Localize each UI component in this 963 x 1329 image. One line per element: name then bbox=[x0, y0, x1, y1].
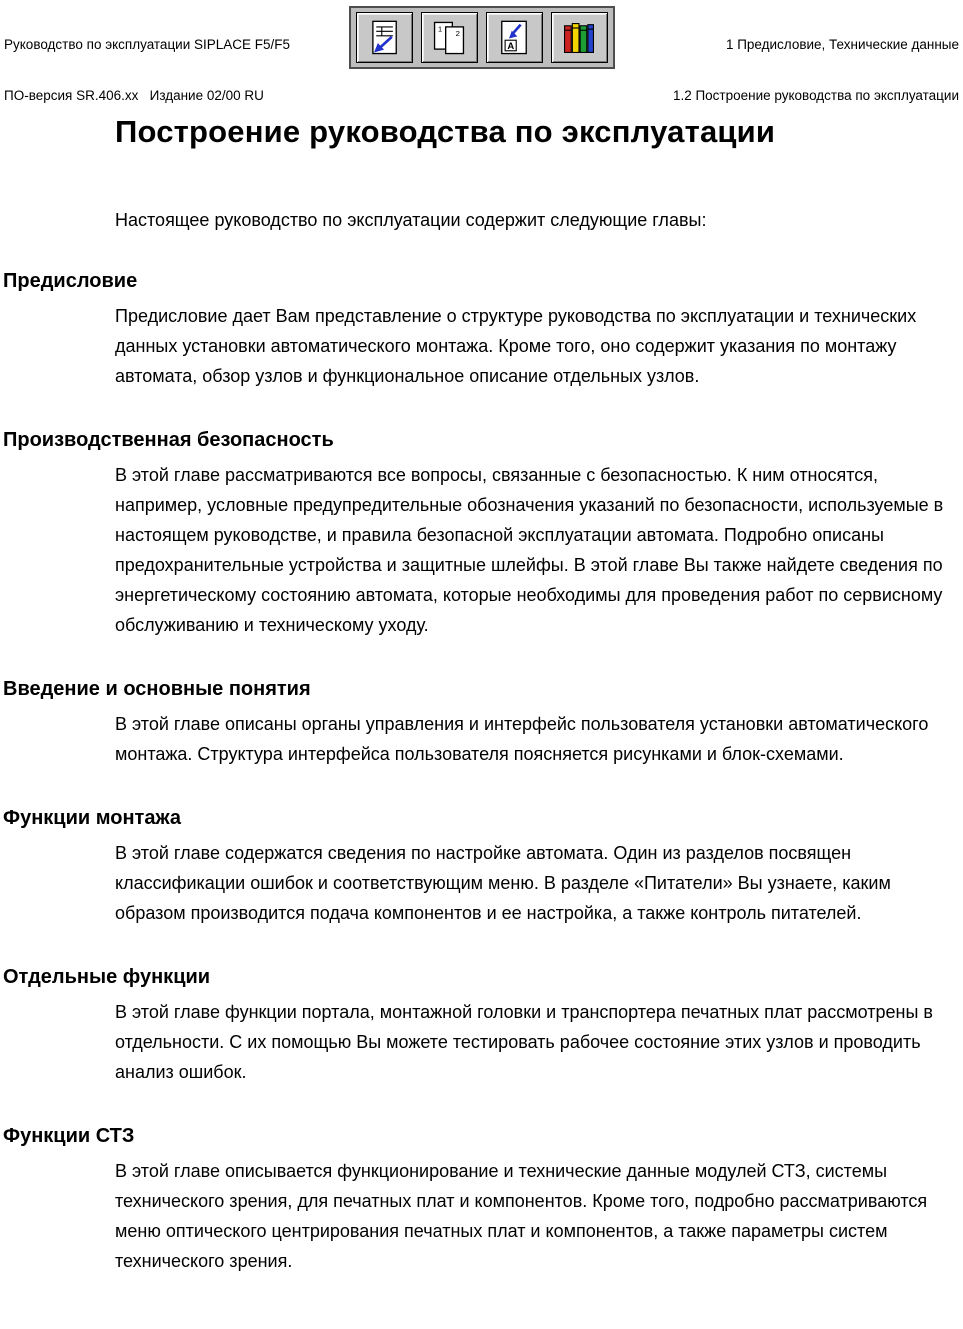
page-title: Построение руководства по эксплуатации bbox=[115, 114, 776, 149]
books-icon bbox=[559, 18, 599, 58]
header-doc-version: ПО-версия SR.406.xx Издание 02/00 RU bbox=[4, 88, 264, 103]
section-paragraph: В этой главе содержатся сведения по настройке автомата. Один из разделов посвящен классификации ошибок и соответствующим меню. В разделе «Питатели» Вы узнаете, каким образом производится подача компонентов и ее настройка, а также контроль питателей. bbox=[115, 843, 891, 923]
section-vision-functions bbox=[0, 1125, 963, 1276]
section-preface bbox=[0, 270, 963, 391]
svg-text:A: A bbox=[507, 40, 515, 52]
section-heading: Отдельные функции bbox=[3, 966, 211, 988]
section-introduction bbox=[0, 678, 963, 769]
section-paragraph: В этой главе описаны органы управления и интерфейс пользователя установки автоматического монтажа. Структура интерфейса пользователя поясняется рисунками и блок-схемами. bbox=[115, 714, 929, 764]
index-a-page-icon bbox=[494, 18, 534, 58]
section-heading: Производственная безопасность bbox=[3, 429, 334, 451]
contents-button[interactable] bbox=[356, 12, 413, 63]
section-individual-functions bbox=[0, 966, 963, 1087]
header-doc-title: Руководство по эксплуатации SIPLACE F5/F5 bbox=[4, 37, 291, 52]
section-paragraph: Предисловие дает Вам представление о структуре руководства по эксплуатации и технических данных установки автоматического монтажа. Кроме того, оно содержит указания по монтажу автомата, обзор узлов и функциональное описание отдельных узлов. bbox=[115, 306, 917, 386]
library-button[interactable] bbox=[551, 12, 608, 63]
svg-text:2: 2 bbox=[455, 28, 460, 38]
section-safety bbox=[0, 429, 963, 640]
section-paragraph: В этой главе описывается функционирование и технические данные модулей СТЗ, системы технического зрения, для печатных плат и компонентов. Кроме того, подробно рассматриваются меню оптического центрирования печатных плат и компонентов, а также параметры систем технического зрения. bbox=[115, 1161, 928, 1271]
index-button[interactable] bbox=[486, 12, 543, 63]
section-heading: Функции монтажа bbox=[3, 807, 182, 829]
header-chapter-title: 1 Предисловие, Технические данные bbox=[725, 37, 959, 52]
contents-page-icon bbox=[364, 18, 404, 58]
section-paragraph: В этой главе рассматриваются все вопросы, связанные с безопасностью. К ним относятся, например, условные предупредительные обозначения указаний по безопасности, используемые в настоящем руководстве, и правила безопасной эксплуатации автомата. Подробно описаны предохранительные устройства и защитные шлейфы. В этой главе Вы также найдете сведения по энергетическому состоянию автомата, которые необходимы для проведения работ по сервисному обслуживанию и техническому уходу. bbox=[115, 465, 944, 635]
section-heading: Предисловие bbox=[3, 270, 138, 292]
section-heading: Функции СТЗ bbox=[3, 1125, 135, 1147]
chapter-overview-button[interactable] bbox=[421, 12, 478, 63]
document-content bbox=[0, 70, 963, 1276]
nav-toolbar bbox=[349, 6, 615, 69]
pages-icon bbox=[429, 18, 469, 58]
section-paragraph: В этой главе функции портала, монтажной головки и транспортера печатных плат рассмотрены в отдельности. С их помощью Вы можете тестировать рабочее состояние этих узлов и проводить анализ ошибок. bbox=[115, 1002, 933, 1082]
intro-paragraph: Настоящее руководство по эксплуатации содержит следующие главы: bbox=[115, 210, 707, 230]
svg-text:1: 1 bbox=[437, 23, 443, 33]
header-section-title: 1.2 Построение руководства по эксплуатации bbox=[672, 88, 959, 103]
section-mounting-functions bbox=[0, 807, 963, 928]
section-heading: Введение и основные понятия bbox=[3, 678, 311, 700]
